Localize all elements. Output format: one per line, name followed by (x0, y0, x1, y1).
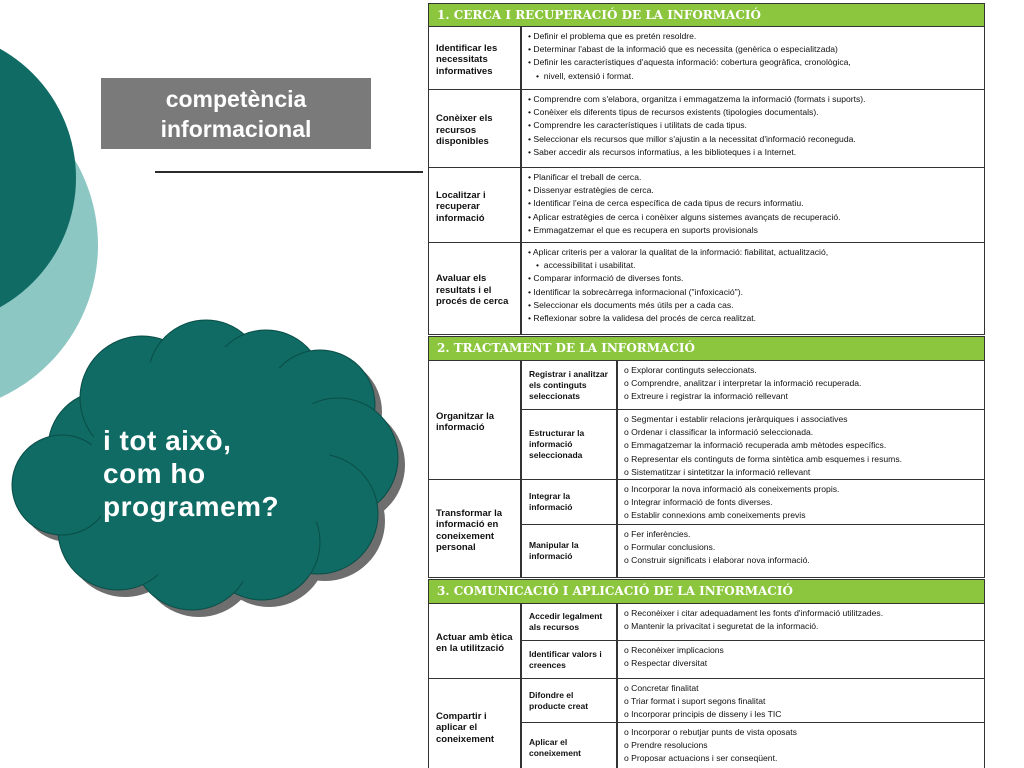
subgroup-label: Aplicar el coneixement (521, 723, 617, 768)
list-item: o Sistematitzar i sintetitzar la informació rellevant (624, 466, 981, 479)
row-items (617, 723, 985, 768)
cloud-line-1: i tot això, (103, 425, 232, 456)
list-item: o Proposar actuacions i ser conseqüent. (624, 752, 981, 765)
subgroup-label: Manipular la informació (521, 525, 617, 578)
list-item: o Explorar continguts seleccionats. (624, 364, 981, 377)
list-item: o Establir connexions amb coneixements previs (624, 509, 981, 522)
list-item: o Formular conclusions. (624, 541, 981, 554)
row-items (521, 243, 985, 335)
list-item: o Emmagatzemar la informació recuperada amb mètodes específics. (624, 439, 981, 452)
list-item: • Saber accedir als recursos informatius, a les biblioteques i a Internet. (528, 146, 981, 159)
row-items (617, 604, 985, 641)
section-2-header: 2. TRACTAMENT DE LA INFORMACIÓ (428, 336, 985, 361)
list-item: • Seleccionar els recursos que millor s'ajustin a la necessitat d'informació reconeguda. (528, 133, 981, 146)
title-line-1: competència (165, 85, 307, 112)
list-item: o Extreure i registrar la informació rellevant (624, 390, 981, 403)
competency-table (428, 0, 985, 768)
list-item: o Representar els continguts de forma sintètica amb esquemes i resums. (624, 453, 981, 466)
subgroup-label: Estructurar la informació seleccionada (521, 410, 617, 480)
subgroup-label: Integrar la informació (521, 480, 617, 525)
row-label: Localitzar i recuperar informació (428, 168, 521, 243)
list-item: • Definir les característiques d'aquesta informació: cobertura geogràfica, cronològica, (528, 56, 981, 69)
list-item: • Comparar informació de diverses fonts. (528, 272, 981, 285)
subgroup-label: Registrar i analitzar els continguts seleccionats (521, 361, 617, 410)
row-label: Conèixer els recursos disponibles (428, 90, 521, 168)
subgroup-label: Accedir legalment als recursos (521, 604, 617, 641)
list-item: • nivell, extensió i format. (528, 70, 981, 83)
list-item: o Incorporar la nova informació als coneixements propis. (624, 483, 981, 496)
row-items (617, 641, 985, 679)
row-items (617, 679, 985, 723)
list-item: o Respectar diversitat (624, 657, 981, 670)
section-3-header: 3. COMUNICACIÓ I APLICACIÓ DE LA INFORMACIÓ (428, 579, 985, 604)
list-item: o Mantenir la privacitat i seguretat de la informació. (624, 620, 981, 633)
subgroup-label: Difondre el producte creat (521, 679, 617, 723)
list-item: • Aplicar estratègies de cerca i conèixer alguns sistemes avançats de recuperació. (528, 211, 981, 224)
list-item: o Prendre resolucions (624, 739, 981, 752)
row-label: Identificar les necessitats informatives (428, 27, 521, 90)
list-item: • Conèixer els diferents tipus de recursos existents (tipologies documentals). (528, 106, 981, 119)
cloud-line-3: programem? (103, 491, 280, 522)
row-items (617, 480, 985, 525)
list-item: • accessibilitat i usabilitat. (528, 259, 981, 272)
list-item: • Emmagatzemar el que es recupera en suports provisionals (528, 224, 981, 237)
list-item: o Segmentar i establir relacions jeràrquiques i associatives (624, 413, 981, 426)
list-item: o Integrar informació de fonts diverses. (624, 496, 981, 509)
group-label: Organitzar la informació (428, 361, 521, 480)
list-item: o Construir significats i elaborar nova informació. (624, 554, 981, 567)
row-label: Avaluar els resultats i el procés de cerca (428, 243, 521, 335)
list-item: o Incorporar o rebutjar punts de vista oposats (624, 726, 981, 739)
group-label: Compartir i aplicar el coneixement (428, 679, 521, 768)
row-items (617, 525, 985, 578)
list-item: o Concretar finalitat (624, 682, 981, 695)
row-items (521, 168, 985, 243)
list-item: • Seleccionar els documents més útils per a cada cas. (528, 299, 981, 312)
title-line-2: informacional (160, 115, 312, 142)
list-item: o Reconèixer implicacions (624, 644, 981, 657)
list-item: • Dissenyar estratègies de cerca. (528, 184, 981, 197)
list-item: • Comprendre les característiques i utilitats de cada tipus. (528, 119, 981, 132)
group-label: Actuar amb ètica en la utilització (428, 604, 521, 679)
cloud-question (103, 424, 279, 523)
group-label: Transformar la informació en coneixement personal (428, 480, 521, 578)
row-items (617, 410, 985, 480)
list-item: o Incorporar principis de disseny i les TIC (624, 708, 981, 721)
list-item: • Planificar el treball de cerca. (528, 171, 981, 184)
list-item: o Fer inferències. (624, 528, 981, 541)
list-item: o Reconèixer i citar adequadament les fonts d'informació utilitzades. (624, 607, 981, 620)
list-item: • Determinar l'abast de la informació que es necessita (genèrica o especialitzada) (528, 43, 981, 56)
list-item: • Identificar l'eina de cerca específica de cada tipus de recurs informatiu. (528, 197, 981, 210)
list-item: • Definir el problema que es pretén resoldre. (528, 30, 981, 43)
list-item: • Identificar la sobrecàrrega informacional ("infoxicació"). (528, 286, 981, 299)
list-item: • Reflexionar sobre la validesa del procés de cerca realitzat. (528, 312, 981, 325)
title-underline (155, 171, 423, 173)
cloud-line-2: com ho (103, 458, 206, 489)
list-item: • Comprendre com s'elabora, organitza i emmagatzema la informació (formats i suports). (528, 93, 981, 106)
subgroup-label: Identificar valors i creences (521, 641, 617, 679)
list-item: o Triar format i suport segons finalitat (624, 695, 981, 708)
title-box (101, 78, 371, 149)
row-items (617, 361, 985, 410)
list-item: • Aplicar criteris per a valorar la qualitat de la informació: fiabilitat, actualització, (528, 246, 981, 259)
list-item: o Ordenar i classificar la informació seleccionada. (624, 426, 981, 439)
section-1-header: 1. CERCA I RECUPERACIÓ DE LA INFORMACIÓ (428, 3, 985, 27)
row-items (521, 27, 985, 90)
list-item: o Comprendre, analitzar i interpretar la informació recuperada. (624, 377, 981, 390)
row-items (521, 90, 985, 168)
